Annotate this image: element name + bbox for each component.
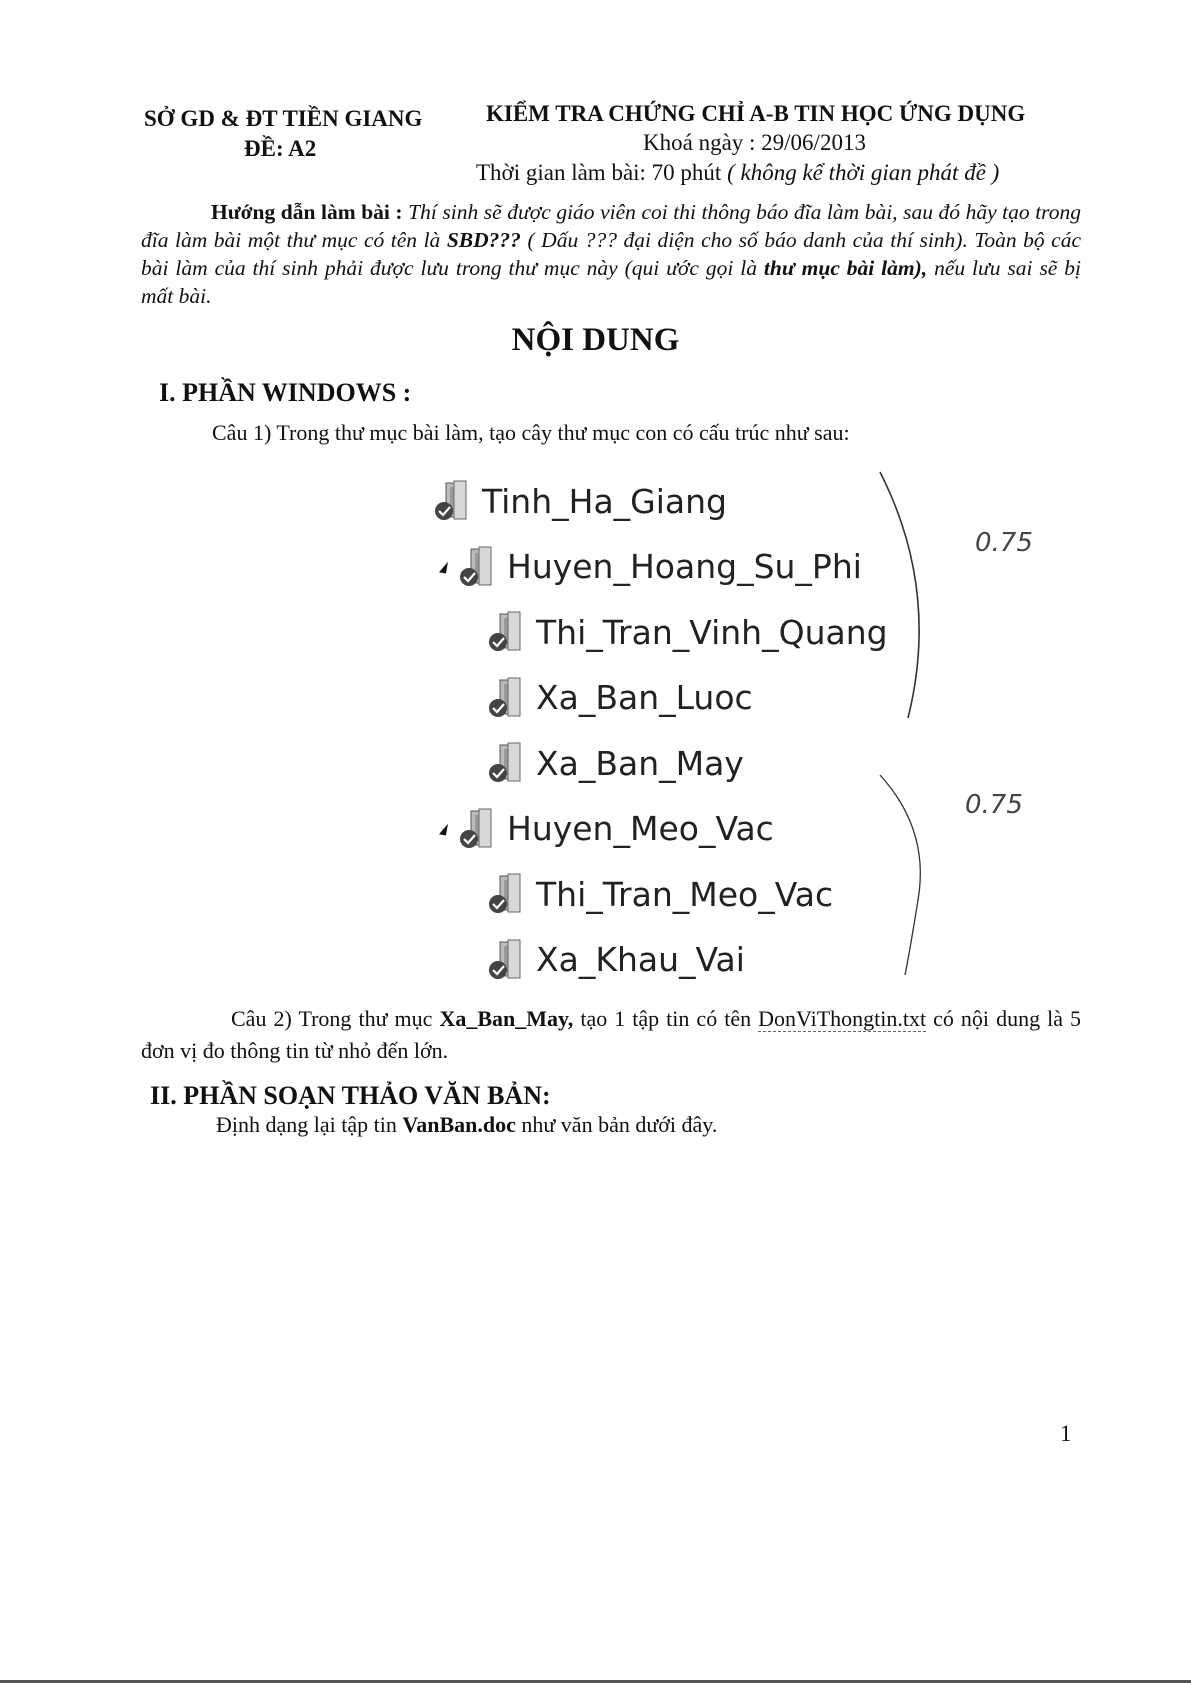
instructions-text-1: Thí sinh sẽ được giáo viên coi thi thông báo đĩa làm bài, sau đó hãy tạo trong đĩa làm bài một thư mục có tên là bbox=[141, 200, 1082, 252]
s2-text-2: như văn bản dưới đây. bbox=[521, 1112, 718, 1137]
instructions-label: Hướng dẫn làm bài : bbox=[211, 200, 403, 224]
folder-label: Xa_Ban_Luoc bbox=[536, 678, 753, 717]
folder-label: Xa_Ban_May bbox=[536, 743, 744, 783]
tree-row[interactable] bbox=[432, 475, 727, 527]
exam-code: ĐỀ: A2 bbox=[244, 136, 317, 161]
handwritten-score-1: 0.75 bbox=[975, 528, 1033, 558]
exam-title: KIỂM TRA CHỨNG CHỈ A-B TIN HỌC ỨNG DỤNG bbox=[486, 101, 1026, 126]
time-label: Thời gian làm bài: 70 phút bbox=[476, 160, 722, 185]
shared-folder-icon bbox=[486, 676, 522, 720]
shared-folder-icon bbox=[457, 807, 493, 851]
shared-folder-icon bbox=[486, 872, 522, 916]
instructions-text-3: nếu lưu sai sẽ bị mất bài. bbox=[141, 256, 1081, 308]
s2-text-1: Định dạng lại tập tin bbox=[216, 1112, 397, 1137]
q2-text-2: tạo 1 tập tin có tên bbox=[580, 1006, 752, 1031]
bracket-1 bbox=[880, 472, 919, 718]
section-2-title: II. PHẦN SOẠN THẢO VĂN BẢN: bbox=[150, 1081, 551, 1110]
org-name: SỞ GD & ĐT TIỀN GIANG bbox=[144, 106, 423, 131]
exam-date: Khoá ngày : 29/06/2013 bbox=[643, 130, 866, 155]
question-1: Câu 1) Trong thư mục bài làm, tạo cây thư mục con có cấu trúc như sau: bbox=[212, 420, 850, 445]
content-title: NỘI DUNG bbox=[511, 322, 680, 358]
instructions bbox=[141, 198, 1081, 310]
exam-time bbox=[476, 160, 999, 186]
tree-row[interactable] bbox=[486, 934, 745, 986]
section-2-instruction bbox=[216, 1112, 717, 1138]
folder-label: Huyen_Hoang_Su_Phi bbox=[507, 547, 862, 586]
page-number: 1 bbox=[1060, 1421, 1072, 1446]
folder-term: thư mục bài làm), bbox=[763, 256, 928, 280]
tree-row[interactable] bbox=[486, 606, 888, 658]
q2-filename: DonViThongtin.txt bbox=[758, 1006, 927, 1031]
shared-folder-icon bbox=[486, 938, 522, 982]
folder-label: Tinh_Ha_Giang bbox=[482, 481, 728, 521]
tree-row[interactable] bbox=[486, 672, 753, 724]
question-2 bbox=[141, 1003, 1081, 1067]
shared-folder-icon bbox=[486, 741, 522, 785]
sbd-term: SBD??? bbox=[446, 228, 521, 252]
bracket-2 bbox=[880, 775, 920, 975]
q2-label: Câu 2) bbox=[231, 1006, 292, 1031]
shared-folder-icon bbox=[432, 479, 468, 523]
folder-label: Thi_Tran_Vinh_Quang bbox=[536, 612, 888, 652]
q2-folder: Xa_Ban_May, bbox=[439, 1006, 574, 1031]
s2-file: VanBan.doc bbox=[402, 1112, 516, 1137]
instructions-text-2: ( Dấu ??? đại diện cho số báo danh của thí sinh). Toàn bộ các bài làm của thí sinh phải được lưu trong thư mục này (qui ước gọi là bbox=[141, 228, 1082, 280]
handwritten-score-2: 0.75 bbox=[965, 790, 1023, 820]
q2-text-1: Trong thư mục bbox=[298, 1006, 433, 1031]
section-1-title: I. PHẦN WINDOWS : bbox=[159, 378, 412, 407]
folder-label: Huyen_Meo_Vac bbox=[507, 809, 774, 848]
folder-label: Thi_Tran_Meo_Vac bbox=[536, 874, 834, 914]
tree-row[interactable] bbox=[440, 541, 862, 593]
expand-arrow-icon[interactable] bbox=[439, 822, 448, 835]
shared-folder-icon bbox=[486, 610, 522, 654]
time-note: ( không kể thời gian phát đề ) bbox=[727, 160, 1000, 185]
expand-arrow-icon[interactable] bbox=[439, 560, 448, 573]
tree-row[interactable] bbox=[440, 803, 774, 855]
tree-row[interactable] bbox=[486, 868, 833, 920]
folder-label: Xa_Khau_Vai bbox=[536, 940, 745, 979]
shared-folder-icon bbox=[457, 545, 493, 589]
tree-row[interactable] bbox=[486, 737, 744, 789]
q2-text-3: có nội dung là 5 đơn vị đo thông tin từ nhỏ đến lớn. bbox=[141, 1006, 1082, 1063]
